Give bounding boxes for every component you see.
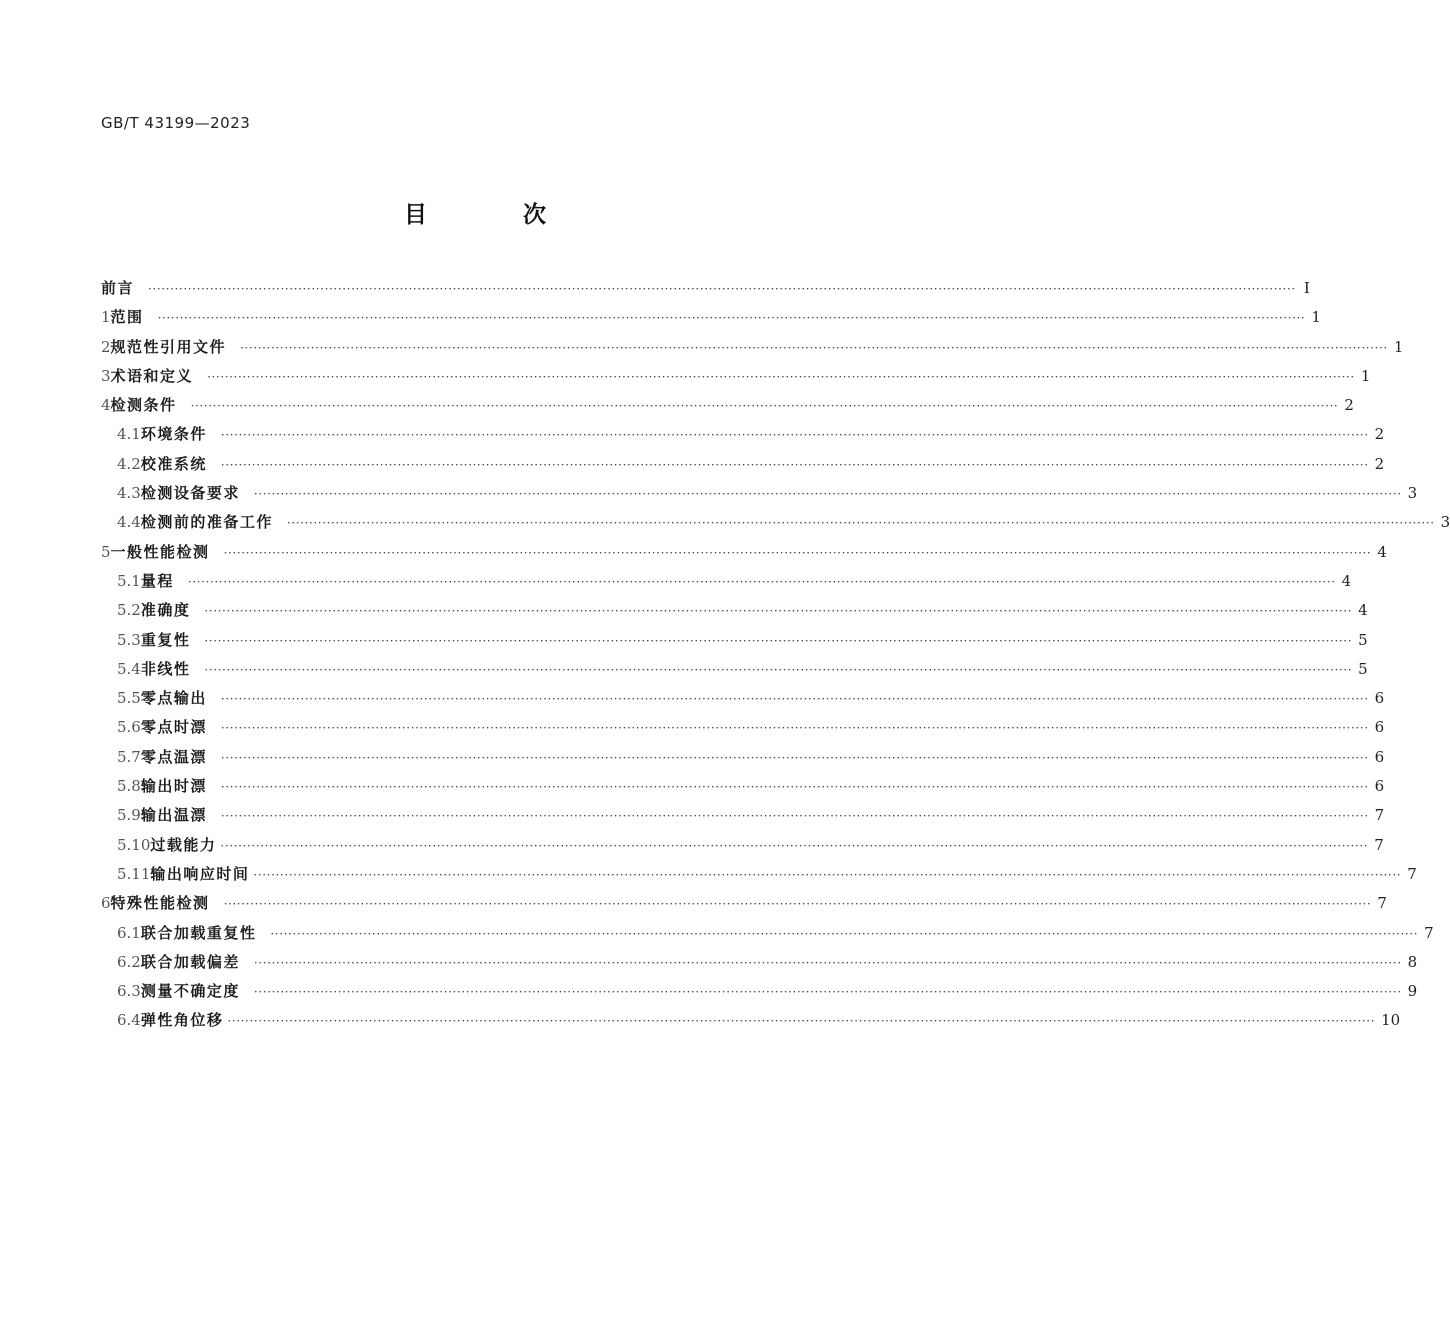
toc-entry[interactable] [101,1006,1401,1035]
toc-entry[interactable] [101,743,1385,772]
toc-dot-leader: ···································································································································································································································································· [223,897,1372,912]
toc-entry-label: 环境条件 [140,425,207,444]
toc-title: 目 次 [403,202,590,228]
toc-entry-number: 6.1 [117,923,141,942]
toc-dot-leader: ···································································································································································································································································· [220,428,1369,443]
toc-entry-page: 7 [1407,864,1417,883]
toc-entry[interactable] [101,948,1418,977]
toc-entry[interactable] [101,538,1387,567]
toc-entry-page: 2 [1374,425,1385,444]
toc-entry-page: 6 [1374,689,1385,708]
toc-entry-page: 5 [1358,659,1368,678]
toc-entry-label: 术语和定义 [110,366,194,385]
toc-dot-leader: ···································································································································································································································································· [220,750,1369,765]
toc-entry-number: 6.2 [117,952,141,971]
toc-entry-label: 联合加载重复性 [140,923,257,942]
toc-entry-label: 输出温漂 [140,806,207,825]
toc-entry-page: I [1303,279,1310,297]
toc-entry[interactable] [101,860,1417,889]
toc-entry-number: 4.1 [117,425,141,444]
toc-entry-number: 5.11 [117,864,151,883]
toc-dot-leader: ···································································································································································································································································· [190,399,1339,414]
toc-entry-number: 3 [101,366,111,385]
toc-entry-label: 检测条件 [110,396,177,415]
toc-entry-label: 输出时漂 [140,777,207,796]
toc-entry-number: 4.4 [117,513,141,532]
toc-dot-leader: ···································································································································································································································································· [204,662,1353,677]
toc-entry-label: 测量不确定度 [140,982,240,1001]
toc-entry[interactable] [101,801,1385,830]
standard-number: GB/T 43199—2023 [101,114,251,132]
toc-entry-page: 7 [1424,923,1434,942]
toc-entry-page: 1 [1393,337,1404,356]
toc-entry-page: 1 [1311,308,1321,327]
toc-entry-label: 量程 [140,571,174,590]
toc-entry[interactable] [101,655,1368,684]
toc-entry-number: 5 [101,542,111,561]
toc-dot-leader: ···································································································································································································································································· [157,311,1306,326]
toc-dot-leader: ···································································································································································································································································· [286,516,1435,531]
toc-entry-page: 3 [1407,484,1418,503]
toc-dot-leader: ···································································································································································································································································· [220,809,1369,824]
toc-entry-label: 输出响应时间 [150,864,250,883]
toc-entry-page: 2 [1374,454,1385,473]
toc-entry-number: 5.7 [117,747,141,766]
toc-entry[interactable] [101,420,1385,449]
toc-entry-label: 一般性能检测 [110,542,210,561]
toc-entry-page: 6 [1374,718,1385,737]
toc-dot-leader: ···································································································································································································································································· [220,780,1369,795]
toc-entry-label: 检测前的准备工作 [140,513,273,532]
toc-entry[interactable] [101,362,1371,391]
toc-entry-page: 9 [1407,982,1418,1001]
toc-entry-label: 规范性引用文件 [110,337,227,356]
toc-entry-page: 7 [1374,835,1384,854]
toc-entry-label: 零点时漂 [140,718,207,737]
toc-entry[interactable] [101,333,1404,362]
toc-dot-leader: ···································································································································································································································································· [207,369,1355,384]
toc-dot-leader: ···································································································································································································································································· [270,926,1419,941]
toc-entry-number: 6 [101,894,111,913]
toc-entry-page: 6 [1374,777,1385,796]
toc-entry-number: 5.2 [117,601,141,620]
toc-entry-label: 弹性角位移 [140,1011,224,1030]
toc-dot-leader: ···································································································································································································································································· [204,633,1353,648]
toc-dot-leader: ···································································································································································································································································· [204,604,1353,619]
toc-entry-number: 4.2 [117,454,141,473]
toc-entry[interactable] [101,479,1418,508]
toc-dot-leader: ···································································································································································································································································· [187,574,1336,589]
toc-dot-leader: ···································································································································································································································································· [220,692,1369,707]
toc-entry-number: 5.3 [117,630,141,649]
toc-entry-label: 零点温漂 [140,747,207,766]
toc-dot-leader: ···································································································································································································································································· [240,340,1388,355]
toc-entry-number: 1 [101,308,111,327]
toc-entry-number: 5.4 [117,659,141,678]
toc-dot-leader: ···································································································································································································································································· [253,867,1402,882]
toc-entry-page: 1 [1360,366,1371,385]
table-of-contents [101,274,1450,1036]
toc-entry-page: 10 [1381,1011,1401,1030]
toc-entry-label: 零点输出 [140,689,207,708]
toc-entry[interactable] [101,713,1385,742]
toc-entry-page: 4 [1358,601,1368,620]
toc-dot-leader: ···································································································································································································································································· [253,955,1402,970]
toc-entry[interactable] [101,684,1385,713]
toc-entry[interactable] [101,391,1354,420]
toc-entry[interactable] [101,508,1450,537]
toc-entry-page: 2 [1344,396,1354,415]
toc-dot-leader: ···································································································································································································································································· [253,487,1402,502]
toc-dot-leader: ···································································································································································································································································· [253,985,1402,1000]
toc-entry[interactable] [101,450,1385,479]
toc-entry[interactable] [101,889,1387,918]
toc-entry-label: 范围 [110,308,144,327]
toc-entry-label: 特殊性能检测 [110,894,210,913]
toc-entry[interactable] [101,303,1321,332]
toc-entry-number: 6.3 [117,982,141,1001]
toc-entry[interactable] [101,772,1385,801]
toc-entry-number: 4 [101,396,111,415]
toc-dot-leader: ···································································································································································································································································· [227,1014,1376,1029]
toc-dot-leader: ···································································································································································································································································· [220,457,1369,472]
toc-entry-number: 5.10 [117,835,151,854]
toc-entry-page: 7 [1374,806,1385,825]
toc-entry-label: 联合加载偏差 [140,952,240,971]
toc-entry-number: 4.3 [117,484,141,503]
toc-entry-label: 非线性 [140,659,191,678]
toc-entry-page: 5 [1358,630,1368,649]
toc-dot-leader: ···································································································································································································································································· [220,721,1369,736]
toc-entry-page: 4 [1341,571,1352,590]
toc-dot-leader: ···································································································································································································································································· [148,282,1296,296]
toc-entry-number: 5.9 [117,806,141,825]
toc-entry[interactable] [101,831,1384,860]
toc-entry[interactable] [101,977,1418,1006]
toc-entry-page: 8 [1407,952,1418,971]
toc-entry-label: 前言 [101,279,135,297]
toc-entry[interactable] [101,626,1368,655]
toc-entry-number: 5.6 [117,718,141,737]
toc-entry-label: 重复性 [140,630,191,649]
toc-entry-number: 5.1 [117,571,141,590]
toc-entry-page: 6 [1374,747,1385,766]
toc-entry[interactable] [101,567,1352,596]
toc-dot-leader: ···································································································································································································································································· [220,838,1369,853]
toc-dot-leader: ···································································································································································································································································· [223,545,1372,560]
toc-entry-number: 2 [101,337,111,356]
toc-entry-page: 3 [1440,513,1450,532]
toc-entry-label: 检测设备要求 [140,484,240,503]
toc-entry-label: 校准系统 [140,454,207,473]
toc-entry[interactable] [101,596,1368,625]
toc-entry[interactable] [101,919,1434,948]
toc-entry-number: 5.5 [117,689,141,708]
toc-entry-page: 7 [1377,894,1387,913]
toc-entry-label: 过载能力 [150,835,217,854]
toc-entry-page: 4 [1377,542,1387,561]
toc-entry-number: 5.8 [117,777,141,796]
toc-entry-number: 6.4 [117,1011,141,1030]
toc-entry[interactable] [101,274,1310,303]
toc-entry-label: 准确度 [140,601,191,620]
